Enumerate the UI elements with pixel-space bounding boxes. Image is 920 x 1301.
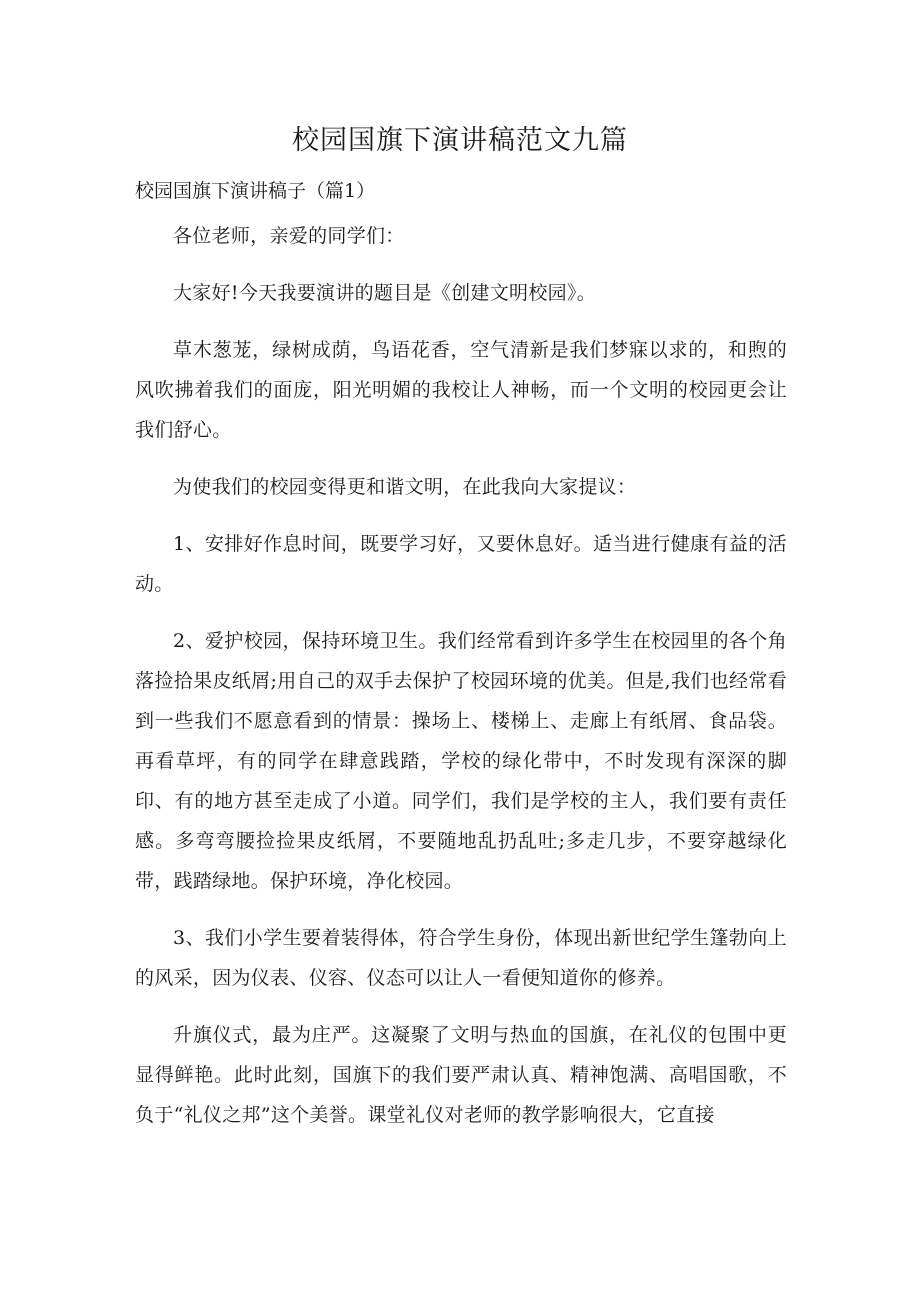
paragraph-item-2: 2、爱护校园，保持环境卫生。我们经常看到许多学生在校园里的各个角落捡拾果皮纸屑;用自己的双手去保护了校园环境的优美。但是,我们也经常看到一些我们不愿意看到的情景：操场上、楼梯上、走廊上有纸屑、食品袋。再看草坪，有的同学在肆意践踏，学校的绿化带中，不时发现有深深的脚印、有的地方甚至走成了小道。同学们，我们是学校的主人，我们要有责任感。多弯弯腰捡捡果皮纸屑，不要随地乱扔乱吐;多走几步，不要穿越绿化带，践踏绿地。保护环境，净化校园。 [135,630,787,892]
paragraph-intro: 大家好!今天我要演讲的题目是《创建文明校园》。 [173,282,597,304]
paragraph-flag-ceremony: 升旗仪式，最为庄严。这凝聚了文明与热血的国旗，在礼仪的包围中更显得鲜艳。此时此刻，国旗下的我们要严肃认真、精神饱满、高唱国歌，不负于“礼仪之邦”这个美誉。课堂礼仪对老师的教学影响很大，它直接 [135,1024,787,1126]
paragraph-greeting: 各位老师，亲爱的同学们： [173,225,405,247]
document-body [135,216,787,1152]
document-title: 校园国旗下演讲稿范文九篇 [292,125,628,156]
paragraph-item-1: 1、安排好作息时间，既要学习好，又要休息好。适当进行健康有益的活动。 [135,533,787,595]
section-subtitle: 校园国旗下演讲稿子（篇1） [135,180,376,202]
paragraph-item-3: 3、我们小学生要着装得体，符合学生身份，体现出新世纪学生篷勃向上的风采，因为仪表、仪容、仪态可以让人一看便知道你的修养。 [135,927,787,989]
paragraph-proposal: 为使我们的校园变得更和谐文明，在此我向大家提议： [173,476,637,498]
paragraph-scenery: 草木葱茏，绿树成荫，鸟语花香，空气清新是我们梦寐以求的，和煦的风吹拂着我们的面庞，阳光明媚的我校让人神畅，而一个文明的校园更会让我们舒心。 [135,339,787,441]
